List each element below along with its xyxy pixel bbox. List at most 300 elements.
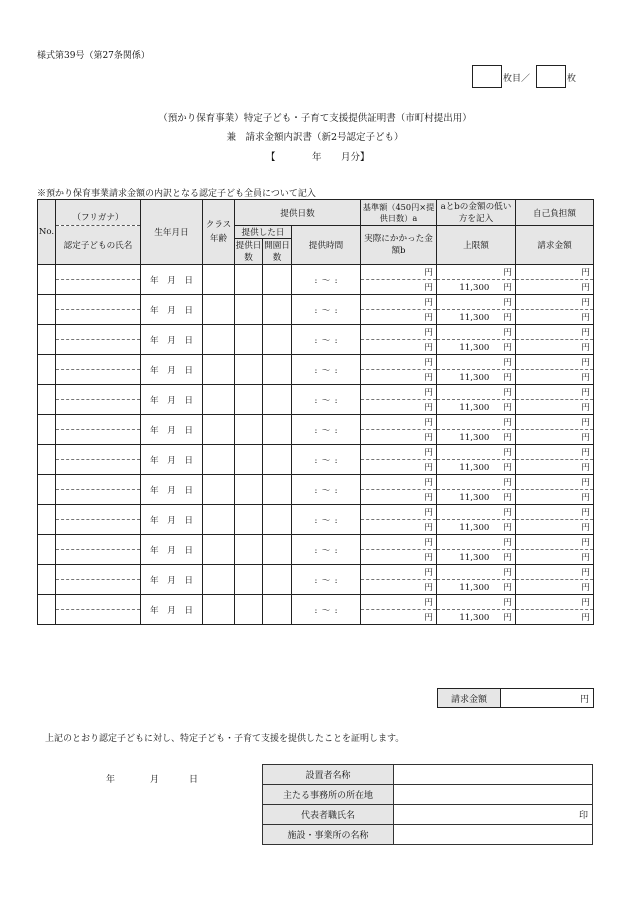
lower-amount-input[interactable] — [437, 385, 516, 400]
time-tilde: 〜 — [321, 515, 331, 526]
actual-amount-input[interactable] — [361, 340, 437, 355]
provided-day-count-input[interactable] — [235, 265, 263, 295]
furigana-input[interactable] — [56, 475, 141, 490]
claim-amount-input[interactable] — [516, 520, 594, 535]
upper-limit-value — [437, 400, 516, 415]
upper-limit-value — [437, 430, 516, 445]
cap-value: 11,300 — [459, 283, 490, 293]
standard-amount-input[interactable] — [361, 325, 437, 340]
lower-amount-input[interactable] — [437, 265, 516, 280]
yen-unit: 円 — [503, 493, 512, 503]
standard-amount-input[interactable] — [361, 505, 437, 520]
provided-day-count-input[interactable] — [235, 325, 263, 355]
open-day-count-input[interactable] — [263, 475, 292, 505]
standard-amount-input[interactable] — [361, 265, 437, 280]
certifier-table — [262, 764, 593, 845]
time-tilde: 〜 — [321, 365, 331, 376]
child-name-input[interactable] — [56, 310, 141, 325]
birth-year: 年 — [149, 365, 159, 376]
birth-date-input[interactable] — [141, 265, 203, 295]
cap-value: 11,300 — [459, 583, 490, 593]
birth-day: 日 — [184, 305, 193, 316]
claim-amount-input[interactable] — [516, 490, 594, 505]
birth-month: 月 — [167, 515, 176, 526]
installer-name-input[interactable] — [394, 765, 593, 785]
time-colon-end: : — [334, 335, 338, 346]
actual-amount-input[interactable] — [361, 520, 437, 535]
yen-unit: 円 — [503, 403, 512, 413]
lower-amount-input[interactable] — [437, 325, 516, 340]
row-no[interactable] — [38, 445, 56, 475]
row-no[interactable] — [38, 535, 56, 565]
header-provided-days: 提供日数 — [235, 200, 361, 226]
header-open-day-count: 開園日数 — [264, 240, 290, 263]
yen-unit: 円 — [424, 373, 433, 383]
birth-day: 日 — [184, 455, 193, 466]
yen-unit: 円 — [424, 358, 433, 368]
time-tilde: 〜 — [321, 395, 331, 406]
claim-amount-input[interactable] — [516, 340, 594, 355]
title-month: 月分】 — [341, 152, 370, 163]
open-day-count-input[interactable] — [263, 595, 292, 625]
birth-year: 年 — [149, 275, 159, 286]
furigana-input[interactable] — [56, 385, 141, 400]
provided-time-input[interactable] — [292, 295, 361, 325]
row-no[interactable] — [38, 385, 56, 415]
yen-unit: 円 — [503, 463, 512, 473]
table-row — [38, 355, 594, 370]
yen-unit: 円 — [424, 268, 433, 278]
birth-date-input[interactable] — [141, 415, 203, 445]
yen-unit: 円 — [424, 523, 433, 533]
yen-unit: 円 — [503, 298, 512, 308]
sign-day: 日 — [189, 775, 199, 785]
provided-time-input[interactable] — [292, 475, 361, 505]
birth-day: 日 — [184, 605, 193, 616]
birth-year: 年 — [149, 305, 159, 316]
time-tilde: 〜 — [321, 575, 331, 586]
time-colon-start: : — [314, 515, 318, 526]
lower-amount-input[interactable] — [437, 475, 516, 490]
yen-unit: 円 — [503, 358, 512, 368]
yen-unit: 円 — [424, 343, 433, 353]
furigana-input[interactable] — [56, 295, 141, 310]
yen-unit: 円 — [581, 388, 590, 398]
birth-month: 月 — [167, 305, 176, 316]
yen-unit: 円 — [581, 613, 590, 623]
row-no[interactable] — [38, 475, 56, 505]
provided-time-input[interactable] — [292, 565, 361, 595]
class-age-input[interactable] — [203, 565, 235, 595]
yen-unit: 円 — [581, 433, 590, 443]
table-row — [38, 595, 594, 610]
birth-date-input[interactable] — [141, 565, 203, 595]
yen-unit: 円 — [424, 568, 433, 578]
birth-month: 月 — [167, 275, 176, 286]
provided-day-count-input[interactable] — [235, 445, 263, 475]
self-burden-input[interactable] — [516, 295, 594, 310]
yen-unit: 円 — [581, 343, 590, 353]
class-age-input[interactable] — [203, 265, 235, 295]
provided-time-input[interactable] — [292, 355, 361, 385]
birth-date-input[interactable] — [141, 295, 203, 325]
time-tilde: 〜 — [321, 305, 331, 316]
open-day-count-input[interactable] — [263, 565, 292, 595]
actual-amount-input[interactable] — [361, 310, 437, 325]
yen-unit: 円 — [581, 538, 590, 548]
provided-day-count-input[interactable] — [235, 565, 263, 595]
yen-unit: 円 — [581, 568, 590, 578]
yen-unit: 円 — [424, 298, 433, 308]
header-actual-amount: 実際にかかった金額b — [361, 226, 437, 265]
time-colon-start: : — [314, 395, 318, 406]
upper-limit-value — [437, 460, 516, 475]
yen-unit: 円 — [424, 433, 433, 443]
yen-unit: 円 — [581, 283, 590, 293]
furigana-input[interactable] — [56, 505, 141, 520]
class-age-input[interactable] — [203, 325, 235, 355]
yen-unit: 円 — [503, 478, 512, 488]
yen-unit: 円 — [581, 478, 590, 488]
actual-amount-input[interactable] — [361, 550, 437, 565]
cap-value: 11,300 — [459, 523, 490, 533]
lower-amount-input[interactable] — [437, 295, 516, 310]
provided-time-input[interactable] — [292, 385, 361, 415]
table-row — [38, 415, 594, 430]
child-name-input[interactable] — [56, 460, 141, 475]
office-address-input[interactable] — [394, 785, 593, 805]
open-day-count-input[interactable] — [263, 295, 292, 325]
furigana-input[interactable] — [56, 535, 141, 550]
self-burden-input[interactable] — [516, 565, 594, 580]
header-no: No. — [38, 200, 56, 265]
header-claim-amount: 請求金額 — [516, 226, 594, 265]
birth-day: 日 — [184, 395, 193, 406]
yen-unit: 円 — [424, 613, 433, 623]
lower-amount-input[interactable] — [437, 355, 516, 370]
provided-day-count-input[interactable] — [235, 595, 263, 625]
standard-amount-input[interactable] — [361, 415, 437, 430]
time-colon-end: : — [334, 515, 338, 526]
furigana-input[interactable] — [56, 595, 141, 610]
open-day-count-input[interactable] — [263, 385, 292, 415]
header-provided-time: 提供時間 — [292, 226, 361, 265]
upper-limit-value — [437, 280, 516, 295]
time-tilde: 〜 — [321, 425, 331, 436]
provided-time-input[interactable] — [292, 445, 361, 475]
self-burden-input[interactable] — [516, 385, 594, 400]
standard-amount-input[interactable] — [361, 295, 437, 310]
birth-date-input[interactable] — [141, 355, 203, 385]
children-table — [37, 199, 594, 625]
total-sheets-input[interactable] — [536, 65, 566, 88]
birth-month: 月 — [167, 455, 176, 466]
birth-year: 年 — [149, 575, 159, 586]
open-day-count-input[interactable] — [263, 325, 292, 355]
cap-value: 11,300 — [459, 553, 490, 563]
lower-amount-input[interactable] — [437, 445, 516, 460]
self-burden-input[interactable] — [516, 325, 594, 340]
standard-amount-input[interactable] — [361, 535, 437, 550]
claim-amount-input[interactable] — [516, 310, 594, 325]
upper-limit-value — [437, 610, 516, 625]
standard-amount-input[interactable] — [361, 355, 437, 370]
child-name-input[interactable] — [56, 340, 141, 355]
time-tilde: 〜 — [321, 605, 331, 616]
lower-amount-input[interactable] — [437, 565, 516, 580]
provided-time-input[interactable] — [292, 415, 361, 445]
table-row — [38, 265, 594, 280]
birth-day: 日 — [184, 515, 193, 526]
birth-month: 月 — [167, 395, 176, 406]
child-name-input[interactable] — [56, 550, 141, 565]
yen-unit: 円 — [503, 328, 512, 338]
table-row — [38, 505, 594, 520]
sheet-number-input[interactable] — [472, 65, 502, 88]
birth-date-input[interactable] — [141, 445, 203, 475]
yen-unit: 円 — [424, 328, 433, 338]
time-colon-end: : — [334, 395, 338, 406]
provided-day-count-input[interactable] — [235, 415, 263, 445]
furigana-input[interactable] — [56, 445, 141, 460]
provided-time-input[interactable] — [292, 595, 361, 625]
row-no[interactable] — [38, 355, 56, 385]
birth-year: 年 — [149, 455, 159, 466]
table-row — [38, 385, 594, 400]
upper-limit-value — [437, 370, 516, 385]
lower-amount-input[interactable] — [437, 505, 516, 520]
claim-amount-input[interactable] — [516, 280, 594, 295]
total-box — [437, 688, 594, 708]
child-name-input[interactable] — [56, 580, 141, 595]
row-no[interactable] — [38, 595, 56, 625]
time-colon-end: : — [334, 305, 338, 316]
lower-amount-input[interactable] — [437, 535, 516, 550]
row-no[interactable] — [38, 325, 56, 355]
header-provided-day-count: 提供日数 — [235, 240, 262, 263]
open-day-count-input[interactable] — [263, 505, 292, 535]
self-burden-input[interactable] — [516, 505, 594, 520]
furigana-input[interactable] — [56, 355, 141, 370]
time-colon-end: : — [334, 275, 338, 286]
provided-day-count-input[interactable] — [235, 475, 263, 505]
total-sheets-label: 枚 — [567, 74, 577, 84]
child-name-input[interactable] — [56, 520, 141, 535]
form-number: 様式第39号（第27条関係） — [37, 51, 150, 61]
actual-amount-input[interactable] — [361, 490, 437, 505]
furigana-input[interactable] — [56, 325, 141, 340]
standard-amount-input[interactable] — [361, 475, 437, 490]
certification-text: 上記のとおり認定子どもに対し、特定子ども・子育て支援を提供したことを証明します。 — [45, 734, 405, 744]
provided-day-count-input[interactable] — [235, 385, 263, 415]
birth-date-input[interactable] — [141, 505, 203, 535]
birth-year: 年 — [149, 425, 159, 436]
class-age-input[interactable] — [203, 445, 235, 475]
birth-year: 年 — [149, 395, 159, 406]
self-burden-input[interactable] — [516, 445, 594, 460]
time-colon-end: : — [334, 605, 338, 616]
claim-amount-input[interactable] — [516, 370, 594, 385]
yen-unit: 円 — [424, 508, 433, 518]
self-burden-input[interactable] — [516, 475, 594, 490]
child-name-input[interactable] — [56, 370, 141, 385]
header-birth-date: 生年月日 — [141, 200, 203, 265]
open-day-count-input[interactable] — [263, 535, 292, 565]
actual-amount-input[interactable] — [361, 460, 437, 475]
provided-time-input[interactable] — [292, 265, 361, 295]
self-burden-input[interactable] — [516, 355, 594, 370]
row-no[interactable] — [38, 295, 56, 325]
open-day-count-input[interactable] — [263, 415, 292, 445]
header-furigana: （フリガナ） — [56, 200, 141, 226]
actual-amount-input[interactable] — [361, 580, 437, 595]
yen-unit: 円 — [424, 283, 433, 293]
class-age-input[interactable] — [203, 535, 235, 565]
row-no[interactable] — [38, 415, 56, 445]
yen-unit: 円 — [503, 448, 512, 458]
standard-amount-input[interactable] — [361, 595, 437, 610]
seal-mark: 印 — [578, 811, 588, 821]
row-no[interactable] — [38, 565, 56, 595]
header-standard-amount: 基準額（450円×提供日数）a — [361, 200, 437, 226]
self-burden-input[interactable] — [516, 535, 594, 550]
birth-year: 年 — [149, 335, 159, 346]
class-age-input[interactable] — [203, 295, 235, 325]
standard-amount-input[interactable] — [361, 565, 437, 580]
yen-unit: 円 — [424, 418, 433, 428]
time-colon-start: : — [314, 365, 318, 376]
child-name-input[interactable] — [56, 400, 141, 415]
yen-unit: 円 — [503, 313, 512, 323]
facility-name-input[interactable] — [394, 825, 593, 845]
provided-time-input[interactable] — [292, 325, 361, 355]
provided-day-count-input[interactable] — [235, 295, 263, 325]
child-name-input[interactable] — [56, 280, 141, 295]
birth-day: 日 — [184, 335, 193, 346]
class-age-input[interactable] — [203, 355, 235, 385]
birth-year: 年 — [149, 545, 159, 556]
birth-date-input[interactable] — [141, 325, 203, 355]
birth-year: 年 — [149, 515, 159, 526]
header-upper-limit: 上限額 — [437, 226, 516, 265]
yen-unit: 円 — [503, 268, 512, 278]
self-burden-input[interactable] — [516, 265, 594, 280]
time-colon-start: : — [314, 545, 318, 556]
claim-amount-input[interactable] — [516, 550, 594, 565]
yen-unit: 円 — [503, 598, 512, 608]
birth-date-input[interactable] — [141, 385, 203, 415]
yen-unit: 円 — [581, 403, 590, 413]
class-age-input[interactable] — [203, 505, 235, 535]
yen-unit: 円 — [581, 448, 590, 458]
row-no[interactable] — [38, 265, 56, 295]
birth-date-input[interactable] — [141, 475, 203, 505]
yen-unit: 円 — [503, 553, 512, 563]
office-address-label: 主たる事務所の所在地 — [263, 785, 394, 805]
actual-amount-input[interactable] — [361, 610, 437, 625]
yen-unit: 円 — [581, 313, 590, 323]
actual-amount-input[interactable] — [361, 400, 437, 415]
provided-day-count-input[interactable] — [235, 355, 263, 385]
standard-amount-input[interactable] — [361, 445, 437, 460]
cap-value: 11,300 — [459, 373, 490, 383]
time-colon-end: : — [334, 425, 338, 436]
claim-amount-input[interactable] — [516, 610, 594, 625]
birth-day: 日 — [184, 485, 193, 496]
provided-time-input[interactable] — [292, 505, 361, 535]
title-year: 年 — [312, 152, 322, 163]
header-lower-of-ab: aとbの金額の低い方を記入 — [437, 200, 516, 226]
yen-unit: 円 — [424, 388, 433, 398]
cap-value: 11,300 — [459, 403, 490, 413]
provided-day-count-input[interactable] — [235, 535, 263, 565]
yen-unit: 円 — [581, 418, 590, 428]
furigana-input[interactable] — [56, 415, 141, 430]
total-label: 請求金額 — [438, 689, 501, 708]
time-tilde: 〜 — [321, 485, 331, 496]
child-name-input[interactable] — [56, 430, 141, 445]
child-name-input[interactable] — [56, 610, 141, 625]
title-line-1: （預かり保育事業）特定子ども・子育て支援提供証明書（市町村提出用） — [158, 113, 472, 124]
total-amount-input[interactable] — [501, 689, 594, 708]
sheet-label: 枚目／ — [503, 74, 531, 84]
open-day-count-input[interactable] — [263, 355, 292, 385]
lower-amount-input[interactable] — [437, 595, 516, 610]
yen-unit: 円 — [581, 268, 590, 278]
yen-unit: 円 — [503, 613, 512, 623]
provided-day-count-input[interactable] — [235, 505, 263, 535]
yen-unit: 円 — [581, 373, 590, 383]
yen-unit: 円 — [503, 283, 512, 293]
time-colon-start: : — [314, 335, 318, 346]
class-age-input[interactable] — [203, 415, 235, 445]
claim-amount-input[interactable] — [516, 460, 594, 475]
actual-amount-input[interactable] — [361, 370, 437, 385]
open-day-count-input[interactable] — [263, 265, 292, 295]
header-self-burden: 自己負担額 — [516, 200, 594, 226]
representative-input[interactable] — [394, 805, 593, 825]
time-colon-end: : — [334, 485, 338, 496]
birth-year: 年 — [149, 605, 159, 616]
self-burden-input[interactable] — [516, 415, 594, 430]
header-class-age: クラス年齢 — [203, 200, 235, 265]
standard-amount-input[interactable] — [361, 385, 437, 400]
row-no[interactable] — [38, 505, 56, 535]
furigana-input[interactable] — [56, 265, 141, 280]
birth-day: 日 — [184, 575, 193, 586]
class-age-input[interactable] — [203, 385, 235, 415]
claim-amount-input[interactable] — [516, 430, 594, 445]
self-burden-input[interactable] — [516, 595, 594, 610]
class-age-input[interactable] — [203, 595, 235, 625]
claim-amount-input[interactable] — [516, 580, 594, 595]
child-name-input[interactable] — [56, 490, 141, 505]
provided-time-input[interactable] — [292, 535, 361, 565]
upper-limit-value — [437, 580, 516, 595]
yen-unit: 円 — [503, 343, 512, 353]
open-day-count-input[interactable] — [263, 445, 292, 475]
birth-date-input[interactable] — [141, 535, 203, 565]
table-row — [38, 445, 594, 460]
birth-date-input[interactable] — [141, 595, 203, 625]
claim-amount-input[interactable] — [516, 400, 594, 415]
furigana-input[interactable] — [56, 565, 141, 580]
lower-amount-input[interactable] — [437, 415, 516, 430]
table-row — [38, 295, 594, 310]
class-age-input[interactable] — [203, 475, 235, 505]
actual-amount-input[interactable] — [361, 280, 437, 295]
actual-amount-input[interactable] — [361, 430, 437, 445]
